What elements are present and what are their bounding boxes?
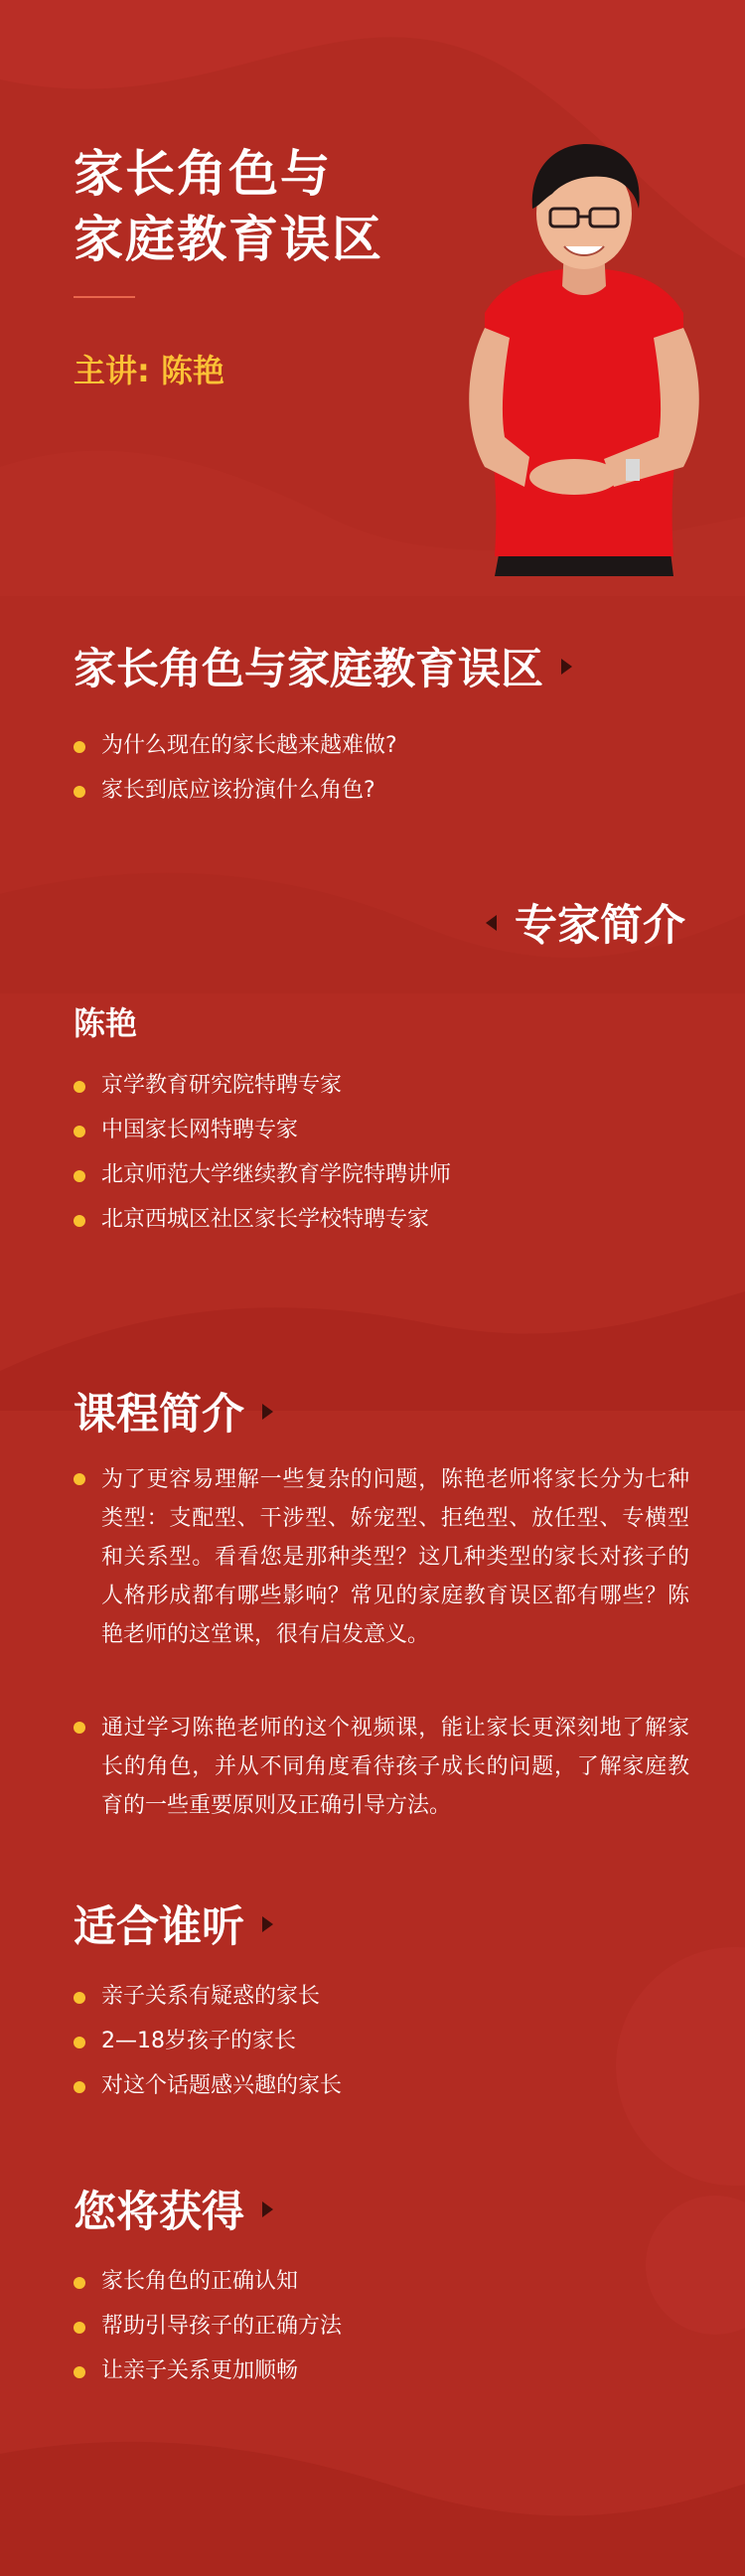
course-paragraph-text: 为了更容易理解一些复杂的问题，陈艳老师将家长分为七种类型：支配型、干涉型、娇宠型、拒绝型、放任型、专横型和关系型。看看您是那种类型？这几种类型的家长对孩子的人格形成都有哪些影响？常见的家庭教育误区都有哪些？陈艳老师的这堂课，很有启发意义。 (101, 1467, 689, 1647)
list-item: 北京西城区社区家长学校特聘专家 (74, 1197, 451, 1242)
presenter-portrait (455, 139, 713, 596)
list-item: 家长角色的正确认知 (74, 2259, 342, 2304)
gains-section-title (74, 2179, 273, 2239)
audience-title-text: 适合谁听 (74, 1902, 244, 1952)
bullet-dot-icon (74, 1473, 85, 1485)
gains-list (74, 2259, 342, 2393)
expert-name: 陈艳 (74, 1004, 138, 1042)
topic-question-list (74, 723, 397, 813)
gains-title-text: 您将获得 (74, 2188, 244, 2237)
list-item: 2—18岁孩子的家长 (74, 2019, 342, 2063)
triangle-left-icon (486, 915, 497, 931)
list-item: 帮助引导孩子的正确方法 (74, 2304, 342, 2349)
presenter-label: 主讲: 陈艳 (74, 352, 224, 389)
bullet-dot-icon (74, 1722, 85, 1734)
list-item: 亲子关系有疑惑的家长 (74, 1974, 342, 2019)
list-item: 对这个话题感兴趣的家长 (74, 2063, 342, 2108)
topic-title-text: 家长角色与家庭教育误区 (74, 645, 543, 694)
list-item: 为什么现在的家长越来越难做? (74, 723, 397, 768)
audience-section-title (74, 1894, 273, 1954)
course-paragraph (74, 1709, 689, 1825)
expert-section-title (486, 892, 685, 953)
hero-title (74, 141, 383, 272)
audience-list (74, 1974, 342, 2108)
topic-section-title (74, 636, 572, 696)
triangle-right-icon (262, 1916, 273, 1932)
expert-credential-list (74, 1063, 451, 1242)
expert-title-text: 专家简介 (515, 901, 685, 951)
course-title-text: 课程简介 (74, 1390, 244, 1440)
list-item: 京学教育研究院特聘专家 (74, 1063, 451, 1108)
triangle-right-icon (262, 2201, 273, 2217)
course-paragraph (74, 1460, 689, 1654)
hero-title-line2: 家庭教育误区 (74, 211, 383, 268)
list-item: 让亲子关系更加顺畅 (74, 2349, 342, 2393)
course-paragraph-text: 通过学习陈艳老师的这个视频课，能让家长更深刻地了解家长的角色，并从不同角度看待孩子成长的问题，了解家庭教育的一些重要原则及正确引导方法。 (101, 1716, 689, 1818)
list-item: 中国家长网特聘专家 (74, 1108, 451, 1152)
title-divider (74, 296, 135, 298)
course-section-title (74, 1381, 273, 1441)
hero-title-line1: 家长角色与 (74, 145, 332, 203)
list-item: 北京师范大学继续教育学院特聘讲师 (74, 1152, 451, 1197)
list-item: 家长到底应该扮演什么角色? (74, 768, 397, 813)
triangle-right-icon (561, 659, 572, 675)
triangle-right-icon (262, 1404, 273, 1420)
